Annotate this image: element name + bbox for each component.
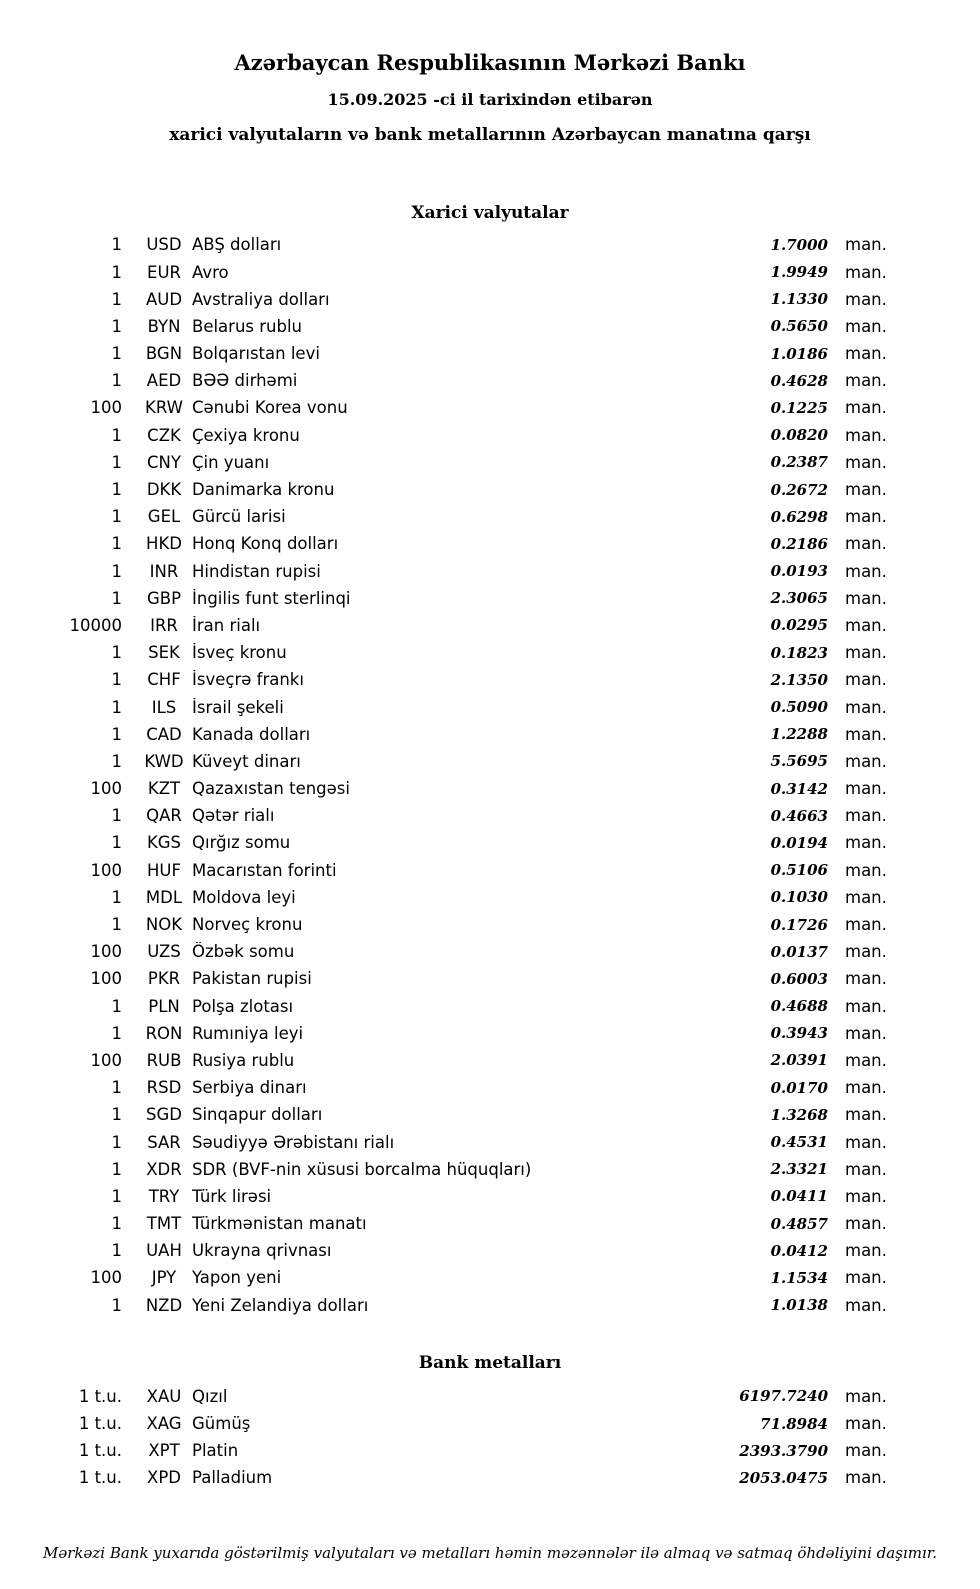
- currency-name: Gürcü larisi: [192, 507, 286, 527]
- currency-code: EUR: [147, 262, 181, 282]
- quantity: 1: [111, 670, 122, 690]
- rate-row: [0, 775, 890, 802]
- currency-name: Küveyt dinarı: [192, 751, 301, 771]
- currency-name: Bolqarıstan levi: [192, 344, 320, 364]
- quantity: 1: [111, 915, 122, 935]
- rate-value: 1.2288: [770, 725, 828, 744]
- currency-name: İran rialı: [192, 615, 261, 635]
- rate-row: [0, 884, 890, 911]
- rate-row: [0, 558, 890, 585]
- currency-code: HUF: [147, 860, 181, 880]
- rate-value: 0.0137: [770, 942, 828, 961]
- currency-name: BƏƏ dirhəmi: [192, 371, 298, 391]
- currency-code: NOK: [145, 915, 183, 935]
- unit-label: man.: [845, 289, 887, 309]
- unit-label: man.: [845, 1050, 887, 1070]
- rate-value: 0.0194: [770, 833, 828, 852]
- rate-value: 0.0295: [770, 616, 828, 635]
- rate-value: 2.1350: [770, 670, 828, 689]
- unit-label: man.: [845, 996, 887, 1016]
- unit-label: man.: [845, 915, 887, 935]
- currency-name: Gümüş: [192, 1414, 251, 1434]
- quantity: 1: [111, 1023, 122, 1043]
- unit-label: man.: [845, 1241, 887, 1261]
- rate-value: 0.4628: [770, 371, 828, 390]
- currency-code: MDL: [145, 887, 183, 907]
- rate-row: [0, 422, 890, 449]
- rate-row: [0, 693, 890, 720]
- rate-value: 1.0186: [770, 344, 828, 363]
- currency-code: XAG: [146, 1414, 182, 1434]
- rate-row: [0, 286, 890, 313]
- rate-row: [0, 1210, 890, 1237]
- currency-code: DKK: [146, 480, 182, 500]
- quantity: 100: [90, 969, 122, 989]
- currency-name: Türkmənistan manatı: [192, 1214, 367, 1234]
- rate-value: 0.0170: [770, 1078, 828, 1097]
- rate-row: [0, 1437, 890, 1464]
- unit-label: man.: [845, 1078, 887, 1098]
- quantity: 1: [111, 262, 122, 282]
- rate-value: 0.6298: [770, 507, 828, 526]
- currency-name: Honq Konq dolları: [192, 534, 339, 554]
- quantity: 1 t.u.: [78, 1386, 122, 1406]
- quantity: 1: [111, 534, 122, 554]
- currency-name: ABŞ dolları: [192, 235, 282, 255]
- unit-label: man.: [845, 670, 887, 690]
- unit-label: man.: [845, 1132, 887, 1152]
- rate-value: 0.1726: [770, 915, 828, 934]
- currency-code: CNY: [147, 452, 181, 472]
- rate-row: [0, 1020, 890, 1047]
- quantity: 1: [111, 887, 122, 907]
- quantity: 100: [90, 860, 122, 880]
- currency-code: AUD: [145, 289, 183, 309]
- rate-value: 0.1225: [770, 398, 828, 417]
- unit-label: man.: [845, 1268, 887, 1288]
- currency-name: İsrail şekeli: [192, 697, 284, 717]
- unit-label: man.: [845, 751, 887, 771]
- rate-row: [0, 639, 890, 666]
- rate-value: 0.2672: [770, 480, 828, 499]
- quantity: 1: [111, 806, 122, 826]
- rate-value: 1.0138: [770, 1296, 828, 1315]
- rate-value: 0.1030: [770, 888, 828, 907]
- unit-label: man.: [845, 833, 887, 853]
- currency-code: ILS: [151, 697, 177, 717]
- unit-label: man.: [845, 561, 887, 581]
- quantity: 1: [111, 1214, 122, 1234]
- quantity: 1: [111, 289, 122, 309]
- unit-label: man.: [845, 1214, 887, 1234]
- currency-name: Özbək somu: [192, 942, 295, 962]
- rate-row: [0, 965, 890, 992]
- unit-label: man.: [845, 1295, 887, 1315]
- quantity: 1: [111, 1241, 122, 1261]
- currency-name: Türk lirəsi: [192, 1186, 272, 1206]
- currencies-section-title: Xarici valyutalar: [411, 203, 569, 224]
- currency-name: İngilis funt sterlinqi: [192, 588, 351, 608]
- quantity: 10000: [69, 615, 122, 635]
- quantity: 1: [111, 833, 122, 853]
- unit-label: man.: [845, 643, 887, 663]
- currency-name: İsveçrə frankı: [192, 670, 304, 690]
- quantity: 1: [111, 452, 122, 472]
- currency-name: Səudiyyə Ərəbistanı rialı: [192, 1132, 395, 1152]
- currency-name: Qırğız somu: [192, 833, 291, 853]
- rate-value: 2053.0475: [739, 1468, 828, 1487]
- currency-rates-table: [0, 231, 890, 1319]
- rate-value: 0.4663: [770, 806, 828, 825]
- rate-row: [0, 1264, 890, 1291]
- unit-label: man.: [845, 1159, 887, 1179]
- unit-label: man.: [845, 235, 887, 255]
- currency-name: SDR (BVF-nin xüsusi borcalma hüquqları): [192, 1159, 532, 1179]
- quantity: 1 t.u.: [78, 1414, 122, 1434]
- rate-value: 0.3142: [770, 779, 828, 798]
- unit-label: man.: [845, 398, 887, 418]
- unit-label: man.: [845, 452, 887, 472]
- currency-code: GEL: [147, 507, 181, 527]
- quantity: 1: [111, 751, 122, 771]
- quantity: 100: [90, 942, 122, 962]
- unit-label: man.: [845, 480, 887, 500]
- currency-code: INR: [149, 561, 179, 581]
- rate-row: [0, 394, 890, 421]
- currency-code: QAR: [146, 806, 182, 826]
- currency-name: Avro: [192, 262, 229, 282]
- currency-code: TMT: [146, 1214, 182, 1234]
- rate-row: [0, 1237, 890, 1264]
- rate-row: [0, 313, 890, 340]
- currency-code: SGD: [146, 1105, 182, 1125]
- currency-name: Çin yuanı: [192, 452, 270, 472]
- currency-name: Polşa zlotası: [192, 996, 294, 1016]
- quantity: 1: [111, 480, 122, 500]
- rate-row: [0, 585, 890, 612]
- unit-label: man.: [845, 1468, 887, 1488]
- currency-code: XPT: [148, 1441, 180, 1461]
- metal-rates-table: [0, 1383, 890, 1492]
- unit-label: man.: [845, 697, 887, 717]
- quantity: 1: [111, 1159, 122, 1179]
- currency-code: PLN: [148, 996, 180, 1016]
- page-title: Azərbaycan Respublikasının Mərkəzi Bankı: [234, 50, 746, 75]
- rate-value: 5.5695: [770, 752, 828, 771]
- quantity: 100: [90, 398, 122, 418]
- currency-code: AED: [146, 371, 182, 391]
- currency-code: PKR: [147, 969, 181, 989]
- rate-value: 1.1330: [770, 290, 828, 309]
- currency-code: USD: [146, 235, 182, 255]
- currency-code: KGS: [146, 833, 182, 853]
- unit-label: man.: [845, 425, 887, 445]
- quantity: 1: [111, 996, 122, 1016]
- rate-row: [0, 449, 890, 476]
- currency-code: CHF: [147, 670, 181, 690]
- rate-row: [0, 476, 890, 503]
- rate-value: 0.3943: [770, 1024, 828, 1043]
- rate-value: 0.0193: [770, 562, 828, 581]
- unit-label: man.: [845, 534, 887, 554]
- currency-code: RON: [145, 1023, 183, 1043]
- rate-row: [0, 748, 890, 775]
- currency-name: Kanada dolları: [192, 724, 311, 744]
- rate-row: [0, 911, 890, 938]
- currency-name: Sinqapur dolları: [192, 1105, 323, 1125]
- currency-name: Belarus rublu: [192, 316, 303, 336]
- unit-label: man.: [845, 371, 887, 391]
- currency-code: UZS: [147, 942, 181, 962]
- currency-name: Norveç kronu: [192, 915, 303, 935]
- quantity: 1 t.u.: [78, 1441, 122, 1461]
- metals-section-title: Bank metalları: [418, 1352, 562, 1373]
- rate-row: [0, 340, 890, 367]
- currency-code: CZK: [147, 425, 181, 445]
- rate-row: [0, 1101, 890, 1128]
- rate-value: 2.3321: [770, 1160, 828, 1179]
- quantity: 1: [111, 588, 122, 608]
- quantity: 1: [111, 1132, 122, 1152]
- quantity: 1: [111, 1295, 122, 1315]
- rate-value: 2393.3790: [739, 1441, 828, 1460]
- rate-value: 0.5650: [770, 317, 828, 336]
- rate-value: 1.9949: [770, 263, 828, 282]
- currency-name: Qazaxıstan tengəsi: [192, 779, 350, 799]
- rate-value: 0.4857: [770, 1214, 828, 1233]
- rate-value: 2.3065: [770, 589, 828, 608]
- currency-name: Pakistan rupisi: [192, 969, 312, 989]
- rate-value: 2.0391: [770, 1051, 828, 1070]
- currency-code: NZD: [145, 1295, 183, 1315]
- rate-row: [0, 1047, 890, 1074]
- currency-name: Danimarka kronu: [192, 480, 335, 500]
- currency-code: IRR: [150, 615, 178, 635]
- rate-value: 1.7000: [770, 235, 828, 254]
- rate-row: [0, 993, 890, 1020]
- currency-code: BGN: [145, 344, 183, 364]
- currency-name: Ukrayna qrivnası: [192, 1241, 332, 1261]
- quantity: 100: [90, 779, 122, 799]
- unit-label: man.: [845, 1186, 887, 1206]
- currency-code: RSD: [146, 1078, 182, 1098]
- unit-label: man.: [845, 344, 887, 364]
- unit-label: man.: [845, 1441, 887, 1461]
- rate-value: 0.5090: [770, 698, 828, 717]
- currency-code: SEK: [148, 643, 180, 663]
- quantity: 1: [111, 1186, 122, 1206]
- rate-value: 0.0820: [770, 426, 828, 445]
- unit-label: man.: [845, 779, 887, 799]
- currency-code: RUB: [146, 1050, 182, 1070]
- quantity: 1: [111, 561, 122, 581]
- currency-code: UAH: [146, 1241, 182, 1261]
- unit-label: man.: [845, 1023, 887, 1043]
- currency-name: Macarıstan forinti: [192, 860, 337, 880]
- unit-label: man.: [845, 806, 887, 826]
- rate-row: [0, 231, 890, 258]
- quantity: 1: [111, 235, 122, 255]
- unit-label: man.: [845, 887, 887, 907]
- currency-code: BYN: [147, 316, 181, 336]
- currency-code: JPY: [151, 1268, 177, 1288]
- currency-code: KZT: [147, 779, 181, 799]
- unit-label: man.: [845, 1386, 887, 1406]
- currency-code: CAD: [146, 724, 182, 744]
- rate-value: 0.0411: [770, 1187, 828, 1206]
- quantity: 1: [111, 316, 122, 336]
- quantity: 1: [111, 697, 122, 717]
- currency-name: Rusiya rublu: [192, 1050, 295, 1070]
- currency-name: Rumıniya leyi: [192, 1023, 304, 1043]
- quantity: 1: [111, 425, 122, 445]
- currency-name: Qızıl: [192, 1386, 228, 1406]
- rate-value: 1.3268: [770, 1105, 828, 1124]
- page-subtitle: xarici valyutaların və bank metallarının Azərbaycan manatına qarşı: [169, 125, 811, 146]
- unit-label: man.: [845, 507, 887, 527]
- rate-row: [0, 721, 890, 748]
- rate-value: 6197.7240: [739, 1387, 828, 1406]
- currency-code: TRY: [148, 1186, 180, 1206]
- currency-code: GBP: [146, 588, 182, 608]
- rate-value: 71.8984: [760, 1414, 828, 1433]
- rate-row: [0, 530, 890, 557]
- effective-date: 15.09.2025 -ci il tarixindən etibarən: [327, 90, 653, 110]
- unit-label: man.: [845, 724, 887, 744]
- quantity: 1: [111, 507, 122, 527]
- currency-code: XPD: [147, 1468, 181, 1488]
- unit-label: man.: [845, 1105, 887, 1125]
- rate-value: 0.4531: [770, 1133, 828, 1152]
- rate-value: 0.1823: [770, 643, 828, 662]
- quantity: 1: [111, 371, 122, 391]
- rate-value: 0.4688: [770, 997, 828, 1016]
- currency-name: Serbiya dinarı: [192, 1078, 307, 1098]
- unit-label: man.: [845, 588, 887, 608]
- quantity: 1: [111, 643, 122, 663]
- rate-value: 1.1534: [770, 1268, 828, 1287]
- unit-label: man.: [845, 316, 887, 336]
- currency-name: Yapon yeni: [192, 1268, 282, 1288]
- quantity: 1: [111, 344, 122, 364]
- currency-code: KRW: [145, 398, 183, 418]
- currency-name: Qətər rialı: [192, 806, 275, 826]
- unit-label: man.: [845, 262, 887, 282]
- unit-label: man.: [845, 1414, 887, 1434]
- currency-name: Moldova leyi: [192, 887, 296, 907]
- unit-label: man.: [845, 860, 887, 880]
- rate-row: [0, 857, 890, 884]
- unit-label: man.: [845, 615, 887, 635]
- rate-row: [0, 367, 890, 394]
- unit-label: man.: [845, 969, 887, 989]
- rate-row: [0, 1128, 890, 1155]
- rate-row: [0, 258, 890, 285]
- rate-value: 0.0412: [770, 1241, 828, 1260]
- rate-row: [0, 666, 890, 693]
- rate-row: [0, 1410, 890, 1437]
- currency-name: Çexiya kronu: [192, 425, 300, 445]
- rate-row: [0, 1383, 890, 1410]
- currency-name: Yeni Zelandiya dolları: [192, 1295, 369, 1315]
- rate-row: [0, 829, 890, 856]
- rate-row: [0, 938, 890, 965]
- currency-name: Palladium: [192, 1468, 273, 1488]
- rate-row: [0, 1074, 890, 1101]
- rate-value: 0.6003: [770, 969, 828, 988]
- unit-label: man.: [845, 942, 887, 962]
- disclaimer-text: Mərkəzi Bank yuxarıda göstərilmiş valyutaları və metalları həmin məzənnələr ilə almaq və satmaq öhdəliyini daşımır.: [42, 1543, 938, 1562]
- rate-value: 0.2387: [770, 453, 828, 472]
- currency-code: HKD: [146, 534, 182, 554]
- quantity: 1 t.u.: [78, 1468, 122, 1488]
- currency-name: Platin: [192, 1441, 239, 1461]
- rate-value: 0.5106: [770, 861, 828, 880]
- quantity: 100: [90, 1268, 122, 1288]
- currency-name: Cənubi Korea vonu: [192, 398, 348, 418]
- rate-row: [0, 802, 890, 829]
- currency-name: İsveç kronu: [192, 643, 287, 663]
- currency-code: SAR: [147, 1132, 181, 1152]
- rate-row: [0, 612, 890, 639]
- rate-row: [0, 503, 890, 530]
- currency-code: XDR: [146, 1159, 182, 1179]
- currency-code: KWD: [144, 751, 184, 771]
- rate-value: 0.2186: [770, 534, 828, 553]
- rate-row: [0, 1292, 890, 1319]
- rate-row: [0, 1183, 890, 1210]
- quantity: 1: [111, 1105, 122, 1125]
- quantity: 1: [111, 1078, 122, 1098]
- rate-row: [0, 1464, 890, 1491]
- currency-name: Hindistan rupisi: [192, 561, 321, 581]
- currency-name: Avstraliya dolları: [192, 289, 330, 309]
- quantity: 1: [111, 724, 122, 744]
- rate-row: [0, 1156, 890, 1183]
- quantity: 100: [90, 1050, 122, 1070]
- currency-code: XAU: [146, 1386, 182, 1406]
